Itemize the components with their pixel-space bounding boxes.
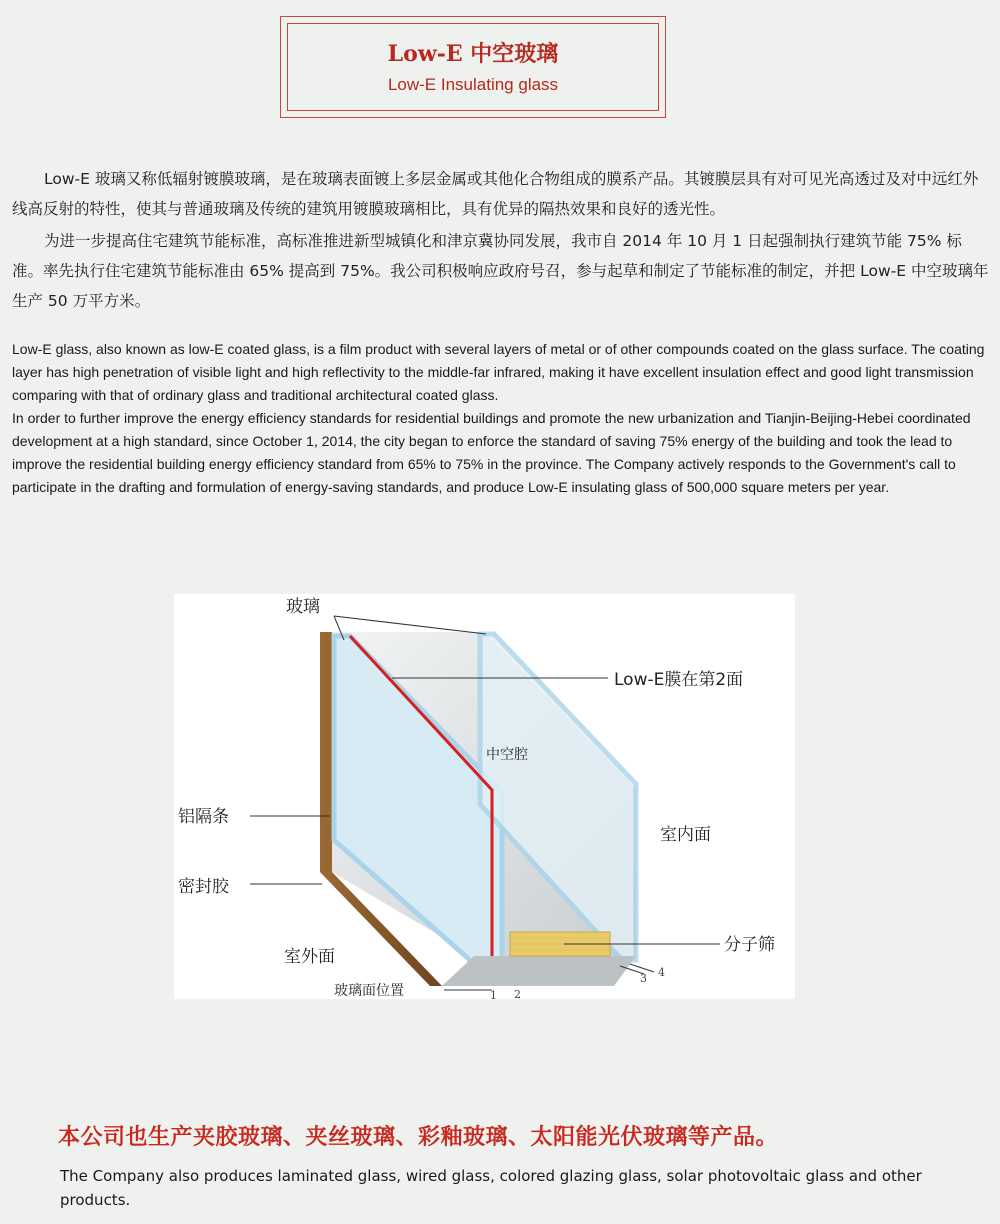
label-glass: 玻璃 xyxy=(286,597,320,617)
insulating-glass-diagram xyxy=(174,594,795,999)
intro-en-block xyxy=(12,338,992,499)
surface-number-2: 2 xyxy=(514,988,521,999)
label-spacer: 铝隔条 xyxy=(178,807,229,827)
bottom-base xyxy=(442,956,636,986)
surface-number-1: 1 xyxy=(490,989,497,999)
page-title-cn: Low-E 中空玻璃 xyxy=(387,41,559,67)
footer-products-cn: 本公司也生产夹胶玻璃、夹丝玻璃、彩釉玻璃、太阳能光伏玻璃等产品。 xyxy=(58,1125,779,1150)
surface-number-4: 4 xyxy=(658,966,665,979)
label-desiccant: 分子筛 xyxy=(724,935,775,955)
intro-cn-paragraph-2: 为进一步提高住宅建筑节能标准，高标准推进新型城镇化和津京冀协同发展，我市自 2014 年 10 月 1 日起强制执行建筑节能 75% 标准。率先执行住宅建筑节能标准由 65% 提高到 75%。我公司积极响应政府号召，参与起草和制定了节能标准的制定，并把 Low-E 中空玻璃年生产 50 万平方米。 xyxy=(12,232,989,310)
intro-en-paragraph-1: Low-E glass, also known as low-E coated glass, is a film product with several layers of metal or of other compounds coated on the glass surface. The coating layer has high penetration of visible light and high reflectivity to the middle-far infrared, making it have excellent insulation effect and good light transmission comparing with that of ordinary glass and traditional architectural coated glass. xyxy=(12,341,985,403)
title-box xyxy=(280,16,666,118)
diagram-svg xyxy=(174,594,795,999)
surface-number-3: 3 xyxy=(640,972,647,985)
label-lowe-film: Low-E膜在第2面 xyxy=(614,670,744,690)
label-sealant: 密封胶 xyxy=(178,877,229,897)
footer-products-en: The Company also produces laminated glass, wired glass, colored glazing glass, solar photovoltaic glass and other products. xyxy=(60,1167,922,1209)
label-cavity: 中空腔 xyxy=(486,747,528,763)
label-surface-position: 玻璃面位置 xyxy=(334,983,404,999)
label-indoor: 室内面 xyxy=(660,825,711,845)
intro-cn-paragraph-1: Low-E 玻璃又称低辐射镀膜玻璃，是在玻璃表面镀上多层金属或其他化合物组成的膜系产品。其镀膜层具有对可见光高透过及对中远红外线高反射的特性，使其与普通玻璃及传统的建筑用镀膜玻璃相比，具有优异的隔热效果和良好的透光性。 xyxy=(12,170,979,218)
intro-en-paragraph-2: In order to further improve the energy efficiency standards for residential buildings and promote the new urbanization and Tianjin-Beijing-Hebei coordinated development at a high standard, since October 1, 2014, the city began to enforce the standard of saving 75% energy of the building and took the lead to improve the residential building energy efficiency standard from 65% to 75% in the province. The Company actively responds to the Government's call to participate in the drafting and formulation of energy-saving standards, and produce Low-E insulating glass of 500,000 square meters per year. xyxy=(12,410,971,495)
page-title-en: Low-E Insulating glass xyxy=(387,75,559,94)
label-outdoor: 室外面 xyxy=(284,947,335,967)
